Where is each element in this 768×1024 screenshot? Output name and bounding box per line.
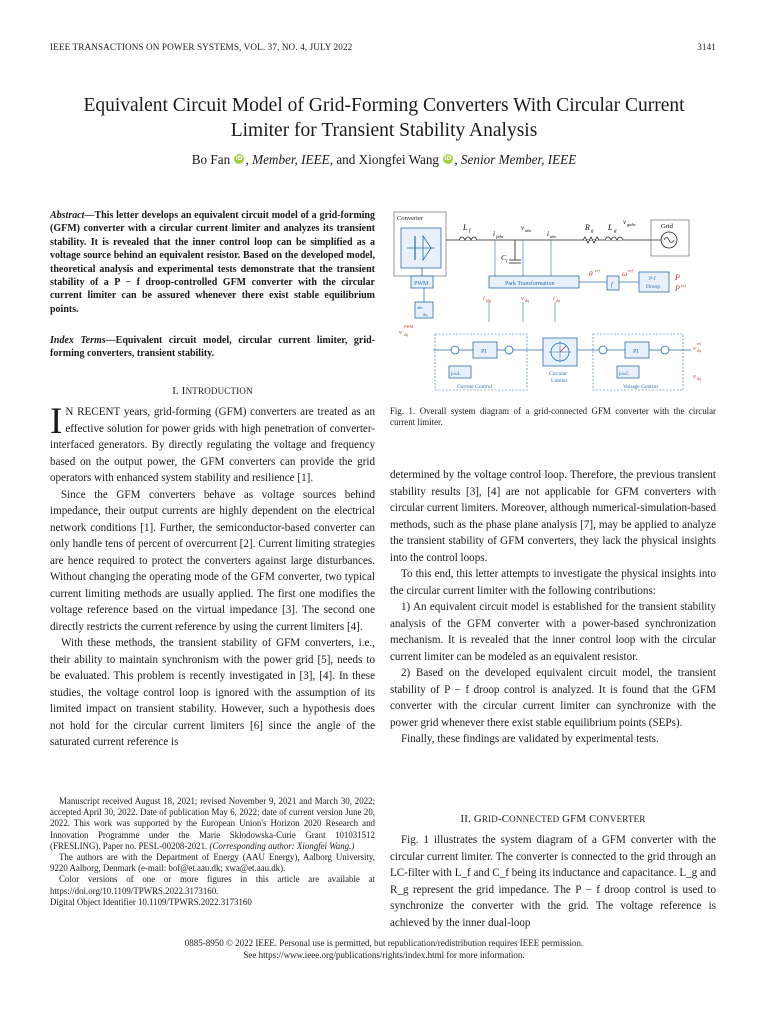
svg-text:jω0L: jω0L — [451, 372, 461, 377]
svg-text:R: R — [585, 223, 590, 232]
svg-text:abc: abc — [417, 305, 424, 310]
svg-text:PWM: PWM — [404, 324, 414, 329]
svg-text:i: i — [547, 230, 549, 238]
svg-text:dq: dq — [404, 332, 408, 337]
lf-inductor — [459, 237, 477, 240]
svg-text:PI: PI — [481, 349, 487, 355]
author-joiner: , and — [329, 152, 359, 167]
abstract-text: —This letter develops an equivalent circuit model of a grid-forming (GFM) converter with a circular current limiter and analyzes its transient stability. It is revealed that the inner control loop can be simplified as a voltage source behind an equivalent resistor. Based on the developed model, theoretical analysis and experimental tests demonstrate that the transient stability of a P − f droop-controlled GFM converter with the circular current limiter can be assured whenever there exist stable equilibrium points. — [50, 210, 375, 315]
introduction-text — [50, 401, 375, 751]
summing-junction — [599, 346, 607, 354]
svg-text:ref: ref — [681, 283, 686, 288]
paper-title — [40, 93, 728, 143]
svg-text:fabc: fabc — [496, 234, 504, 239]
title-line-1: Equivalent Circuit Model of Grid-Forming Converters With Circular Current — [83, 95, 685, 116]
contribution-2: 2) Based on the developed equivalent circuit model, the transient stability of P − f droop control is analyzed. It is found that the GFM converter with the circular current limiter can synchronize with the power grid whenever there exist stable equilibrium points (SEPs). — [390, 667, 716, 729]
svg-text:ref: ref — [595, 268, 600, 273]
svg-text:C: C — [501, 253, 507, 262]
svg-text:Voltage Control: Voltage Control — [623, 384, 658, 390]
svg-text:ref: ref — [697, 341, 702, 346]
drop-cap: I — [50, 401, 63, 442]
svg-text:L: L — [463, 223, 468, 232]
svg-text:v: v — [693, 373, 696, 380]
svg-text:i: i — [553, 295, 555, 302]
svg-text:v: v — [521, 224, 525, 232]
journal-name: IEEE TRANSACTIONS ON POWER SYSTEMS, VOL. 37, NO. 4, JULY 2022 — [50, 42, 353, 52]
page-number: 3141 — [697, 42, 716, 52]
svg-text:abc: abc — [550, 234, 557, 239]
svg-text:g: g — [591, 229, 594, 234]
intro-paragraph: With these methods, the transient stability of GFM converters, i.e., their ability to maintain synchronism with the power grid [5], needs to be evaluated. This problem is recently investigated in [3], [4]. In these studies, the voltage control loop is ignored with the assumption of its limited impact on transient stability. However, such a hypothesis does not hold for the circular current limiters [6] since the angle of the saturated current reference is — [50, 637, 375, 748]
author-name-1: Bo Fan — [191, 152, 231, 167]
section-heading-introduction: I. INTRODUCTION — [172, 385, 253, 397]
orcid-icon[interactable] — [234, 154, 244, 164]
svg-text:ref: ref — [628, 268, 633, 273]
copyright-line: 0885-8950 © 2022 IEEE. Personal use is permitted, but republication/redistribution requires IEEE permission. — [184, 938, 584, 948]
svg-text:P: P — [675, 273, 680, 282]
svg-text:dq: dq — [525, 298, 529, 303]
body-paragraph: Finally, these findings are validated by experimental tests. — [401, 733, 659, 745]
svg-text:ω: ω — [622, 269, 628, 278]
svg-text:f: f — [611, 281, 613, 288]
summing-junction — [505, 346, 513, 354]
svg-text:P-f: P-f — [649, 276, 656, 282]
svg-text:PI: PI — [633, 349, 639, 355]
section-heading-grid-connected: II. GRID-CONNECTED GFM CONVERTER — [460, 813, 646, 825]
contribution-1: 1) An equivalent circuit model is established for the transient stability analysis of the GFM converter with a power-based synchronization mechanism. It is revealed that the inner control loop with the circular current limiter can be modeled as an equivalent resistor. — [390, 601, 716, 663]
author-line: Bo Fan iD , Member, IEEE, and Xiongfei Wang iD , Senior Member, IEEE — [40, 151, 728, 169]
svg-text:v: v — [399, 329, 402, 336]
system-diagram-figure — [393, 210, 713, 398]
svg-text:fdq: fdq — [486, 298, 492, 303]
section-2-body — [390, 832, 716, 931]
svg-text:P: P — [675, 284, 680, 293]
converter-label: Converter — [397, 215, 423, 222]
copyright-footer — [40, 938, 728, 961]
svg-text:dq: dq — [423, 312, 428, 317]
svg-text:Droop: Droop — [646, 284, 661, 290]
intro-paragraph: I N RECENT years, grid-forming (GFM) converters are treated as an effective solution for power grids with high penetration of converter-interfaced generators. By directly regulating the voltage and frequency based on the output power, the GFM converters can provide the grid operators with enhanced system stability and resilience [1]. — [50, 401, 375, 484]
figure-caption: Fig. 1. Overall system diagram of a grid-connected GFM converter with the circular current limiter. — [390, 406, 716, 428]
svg-text:g: g — [614, 229, 617, 234]
integrator-block — [607, 276, 619, 290]
svg-text:f: f — [469, 229, 471, 234]
svg-text:dq: dq — [697, 348, 701, 353]
right-column-body — [390, 467, 716, 748]
running-header — [50, 42, 716, 56]
svg-text:jω0C: jω0C — [619, 372, 629, 377]
intro-paragraph: Since the GFM converters behave as voltage sources behind impedance, their output currents are highly dependent on the electrical network conditions [1]. Further, the semiconductor-based converter can only handle tens of percent of overcurrent [2]. Current limiting strategies are hence required to protect the converters against large disturbances. Without changing the operating mode of the GFM converter, two typical current limiting methods are usually applied. The first one modifies the voltage reference based on the virtual impedance [3]. The second one directly restricts the current reference by using the current limiters [4]. — [50, 488, 375, 633]
svg-text:PWM: PWM — [414, 281, 429, 287]
title-line-2: Limiter for Transient Stability Analysis — [230, 120, 538, 141]
svg-text:θ: θ — [589, 269, 593, 278]
svg-text:Limiter: Limiter — [551, 378, 568, 384]
author-role-1: Member, IEEE — [252, 152, 330, 167]
author-role-2: Senior Member, IEEE — [460, 152, 577, 167]
svg-text:Circular: Circular — [549, 371, 568, 377]
abstract-label: Abstract — [50, 210, 85, 221]
author-name-2: Xiongfei Wang — [358, 152, 440, 167]
lg-inductor — [605, 237, 623, 240]
section-number: I. — [172, 385, 179, 397]
index-terms-label: Index Terms — [50, 335, 106, 346]
body-paragraph: Fig. 1 illustrates the system diagram of a GFM converter with the circular current limiter. The converter is connected to the grid through an LC-filter with L_f and C_f being its inductance and capacitance. L_g and R_g represent the grid impedance. The P − f droop control is used to synchronize the converter with the grid. The voltage reference is achieved by the inner dual-loop — [390, 834, 716, 929]
orcid-icon[interactable] — [443, 154, 453, 164]
body-paragraph: determined by the voltage control loop. Therefore, the previous transient stability results [3], [4] are not applicable for GFM converters with circular current limiters. Moreover, although numerical-simulation-based methods, such as the phase plane analysis [7], may be applied to analyze the transient stability of GFM converters, they lack the physical insights into the control loops. — [390, 469, 716, 564]
svg-text:Park Transformation: Park Transformation — [505, 281, 555, 287]
rg-resistor — [583, 237, 599, 243]
index-terms-text: —Equivalent circuit model, circular current limiter, grid-forming converters, transient stability. — [50, 335, 375, 360]
svg-text:gabc: gabc — [627, 222, 636, 227]
first-page-footnote: Manuscript received August 18, 2021; revised November 9, 2021 and March 30, 2022; accepted April 30, 2022. Date of publication May 6, 2022; date of current version June 20, 2022. This work was supported by the European Union's Horizon 2020 Research and Innovation Programme under the Marie Skłodowska-Curie Grant 101031512 (FRESLING). Paper no. PESL-00208-2021. (Corresponding author: Xiongfei Wang.) The authors are with the Department of Energy (AAU Energy), Aalborg University, 9220 Aalborg, Denmark (e-mail: bof@et.aau.dk; xwa@et.aau.dk). Color versions of one or more figures in this article are available at https://doi.org/10.1109/TPWRS.2022.3173160. Digital Object Identifier 10.1109/TPWRS.2022.3173160 — [50, 796, 375, 907]
svg-text:abc: abc — [525, 228, 532, 233]
svg-text:v: v — [693, 345, 696, 352]
body-paragraph: To this end, this letter attempts to investigate the physical insights into the circular current limiter with the following contributions: — [390, 568, 716, 597]
svg-text:i: i — [493, 230, 495, 238]
svg-text:v: v — [623, 218, 627, 226]
svg-text:Grid: Grid — [661, 223, 673, 230]
svg-text:Current Control: Current Control — [457, 384, 492, 390]
svg-text:dq: dq — [556, 298, 560, 303]
abstract — [50, 209, 375, 316]
svg-text:i: i — [483, 295, 485, 302]
svg-text:v: v — [521, 295, 524, 302]
svg-text:f: f — [506, 258, 508, 263]
svg-text:dq: dq — [697, 376, 701, 381]
index-terms — [50, 334, 375, 361]
rights-link[interactable]: See https://www.ieee.org/publications/rights/index.html for more information. — [243, 949, 525, 960]
section-number: II. — [460, 813, 471, 825]
summing-junction — [661, 346, 669, 354]
svg-text:L: L — [608, 223, 613, 232]
summing-junction — [451, 346, 459, 354]
